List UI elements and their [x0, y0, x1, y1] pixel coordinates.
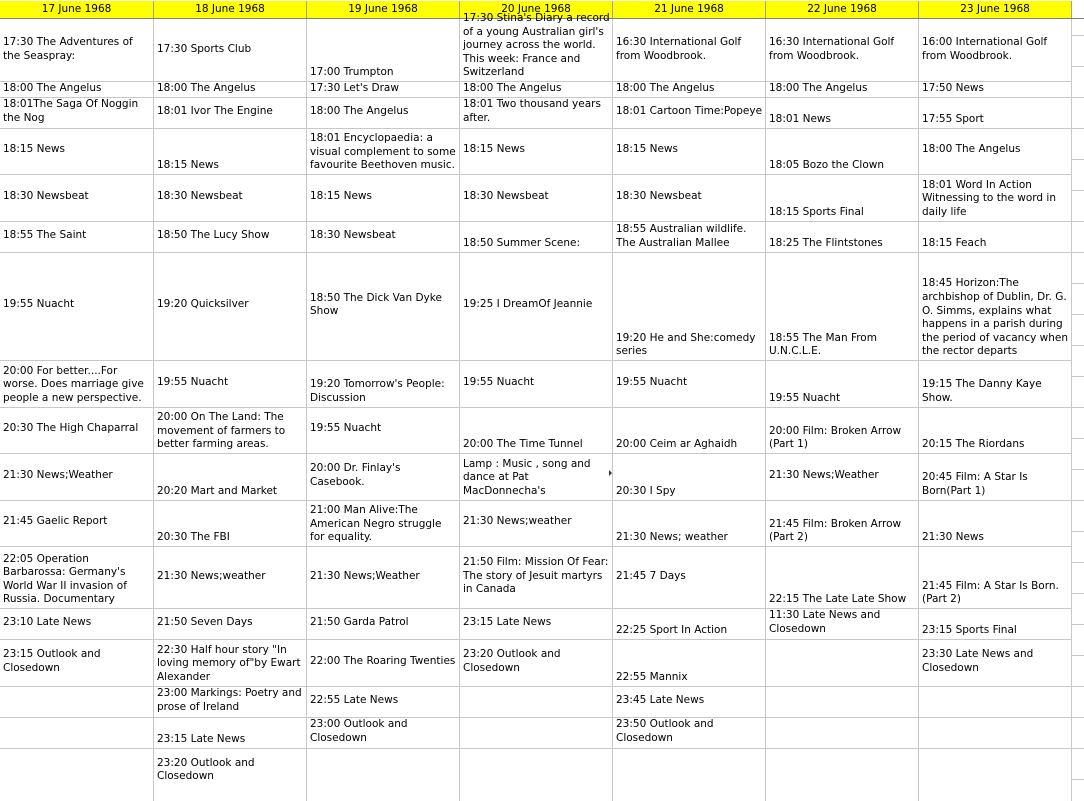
programme-text: 18:00 The Angelus [3, 81, 102, 94]
cell-overflow-marker-icon [609, 470, 612, 476]
row-gridline [1072, 531, 1084, 532]
row-gridline [1072, 748, 1084, 749]
programme-text: 20:45 Film: A Star Is Born(Part 1) [922, 471, 1028, 497]
schedule-cell-day3-10[interactable] [307, 453, 460, 500]
schedule-cell-day4-16[interactable] [460, 717, 613, 748]
schedule-cell-day4-17[interactable] [460, 748, 613, 795]
programme-text: 20:00 For better....For worse. Does marriage give people a new perspective. [3, 364, 144, 404]
row-gridline [1072, 655, 1084, 656]
schedule-cell-day1-15[interactable] [0, 686, 154, 717]
schedule-cell-day2-15[interactable] [154, 686, 307, 717]
row-gridline [1072, 97, 1084, 98]
schedule-cell-day5-14[interactable] [613, 639, 766, 686]
programme-text: 17:30 The Adventures of the Seaspray: [3, 35, 133, 62]
schedule-cell-day5-11[interactable] [613, 500, 766, 547]
schedule-cell-day4-7[interactable] [460, 252, 613, 361]
row-gridline [1072, 221, 1084, 222]
programme-text: 20:00 On The Land: The movement of farmers to better farming areas. [157, 411, 286, 451]
schedule-cell-day7-9[interactable] [919, 407, 1072, 454]
schedule-cell-day4-8[interactable] [460, 360, 613, 407]
schedule-cell-day4-10[interactable] [460, 453, 613, 500]
programme-text: 20:30 I Spy [616, 484, 676, 497]
schedule-cell-day1-10[interactable] [0, 453, 154, 500]
programme-text: 18:30 Newsbeat [616, 189, 702, 202]
programme-text: 18:00 The Angelus [310, 104, 409, 117]
row-gridline [1072, 190, 1084, 191]
schedule-cell-day5-1[interactable] [613, 19, 766, 81]
schedule-cell-day2-17[interactable] [154, 748, 307, 795]
programme-text: 18:01 Ivor The Engine [157, 104, 273, 117]
programme-text: 21:45 7 Days [616, 569, 686, 582]
schedule-cell-day7-3[interactable] [919, 97, 1072, 128]
programme-text: 17:50 News [922, 81, 984, 94]
programme-text: 21:45 Film: Broken Arrow (Part 2) [769, 517, 902, 544]
schedule-cell-day5-8[interactable] [613, 360, 766, 407]
schedule-cell-day2-10[interactable] [154, 453, 307, 500]
programme-text: 23:15 Sports Final [922, 624, 1017, 637]
schedule-cell-day7-6[interactable] [919, 221, 1072, 252]
schedule-cell-day2-12[interactable] [154, 546, 307, 608]
programme-text: 19:55 Nuacht [310, 422, 382, 435]
schedule-cell-day1-9[interactable] [0, 407, 154, 454]
programme-text: 20:15 The Riordans [922, 438, 1025, 451]
programme-text: 20:00 Ceim ar Aghaidh [616, 438, 738, 451]
schedule-cell-day5-10[interactable] [613, 453, 766, 500]
schedule-cell-day4-5[interactable] [460, 174, 613, 221]
programme-text: 21:45 Gaelic Report [3, 515, 108, 528]
schedule-cell-day3-11[interactable] [307, 500, 460, 547]
programme-text: 21:30 News;Weather [769, 468, 879, 481]
programme-text: 18:00 The Angelus [157, 81, 256, 94]
programme-text: 23:10 Late News [3, 616, 92, 629]
row-gridline [1072, 252, 1084, 253]
schedule-cell-day7-12[interactable] [919, 546, 1072, 608]
schedule-cell-day4-6[interactable] [460, 221, 613, 252]
programme-text: 23:50 Outlook and Closedown [616, 717, 714, 744]
schedule-cell-day7-2[interactable] [919, 81, 1072, 97]
schedule-cell-day1-16[interactable] [0, 717, 154, 748]
programme-text: 20:20 Mart and Market [157, 484, 278, 497]
programme-text: 20:00 Dr. Finlay's Casebook. [310, 462, 401, 488]
row-gridline [1072, 66, 1084, 67]
schedule-cell-day2-4[interactable] [154, 128, 307, 175]
programme-text: 18:50 The Lucy Show [157, 228, 270, 241]
programme-text: 20:00 Film: Broken Arrow (Part 1) [769, 424, 902, 451]
schedule-cell-day3-15[interactable] [307, 686, 460, 717]
schedule-cell-day5-9[interactable] [613, 407, 766, 454]
schedule-cell-day3-2[interactable] [307, 81, 460, 97]
programme-text: 23:15 Outlook and Closedown [3, 648, 101, 674]
row-gridline [1072, 376, 1084, 377]
programme-text: 18:01 Two thousand years after. [463, 97, 601, 124]
schedule-cell-day2-6[interactable] [154, 221, 307, 252]
programme-text: 21:30 News;Weather [3, 468, 113, 481]
schedule-cell-day7-5[interactable] [919, 174, 1072, 221]
schedule-cell-day6-11[interactable] [766, 500, 919, 547]
programme-text: 21:50 Seven Days [157, 616, 253, 629]
schedule-cell-day6-7[interactable] [766, 252, 919, 361]
schedule-cell-day2-16[interactable] [154, 717, 307, 748]
date-header-5[interactable]: 21 June 1968 [613, 1, 766, 18]
programme-text: 17:00 Trumpton [310, 66, 394, 79]
row-gridline [1072, 717, 1084, 718]
schedule-cell-day2-7[interactable] [154, 252, 307, 361]
programme-text: 23:30 Late News and Closedown [922, 648, 1034, 674]
programme-text: 21:00 Man Alive:The American Negro struggle for equality. [310, 504, 442, 544]
row-gridline [1072, 562, 1084, 563]
row-gridline [1072, 283, 1084, 284]
programme-text: 22:15 The Late Late Show [769, 593, 907, 606]
schedule-cell-day1-4[interactable] [0, 128, 154, 175]
programme-text: 16:30 International Golf from Woodbrook. [769, 35, 895, 62]
schedule-cell-day2-5[interactable] [154, 174, 307, 221]
programme-text: 19:55 Nuacht [3, 298, 75, 311]
programme-text: 21:30 News;Weather [310, 569, 420, 582]
schedule-cell-day3-5[interactable] [307, 174, 460, 221]
schedule-cell-day1-12[interactable] [0, 546, 154, 608]
date-header-2[interactable]: 18 June 1968 [154, 1, 307, 18]
programme-text: 19:55 Nuacht [769, 391, 841, 404]
schedule-cell-day1-14[interactable] [0, 639, 154, 686]
schedule-cell-day2-8[interactable] [154, 360, 307, 407]
schedule-cell-day6-5[interactable] [766, 174, 919, 221]
schedule-cell-day6-12[interactable] [766, 546, 919, 608]
schedule-cell-day3-6[interactable] [307, 221, 460, 252]
programme-text: 23:15 Late News [157, 732, 246, 745]
row-gridline [1072, 779, 1084, 780]
programme-text: 11:30 Late News and Closedown [769, 609, 881, 635]
schedule-cell-day3-3[interactable] [307, 97, 460, 128]
schedule-cell-day3-1[interactable] [307, 19, 460, 81]
programme-text: 19:20 He and She:comedy series [616, 331, 756, 358]
programme-text: 19:20 Tomorrow's People: Discussion [310, 378, 445, 404]
programme-text: 19:55 Nuacht [616, 375, 688, 388]
schedule-cell-day2-11[interactable] [154, 500, 307, 547]
programme-text: 18:50 Summer Scene: [463, 236, 581, 249]
schedule-cell-day4-4[interactable] [460, 128, 613, 175]
programme-text: 18:01 News [769, 112, 831, 125]
schedule-cell-day7-11[interactable] [919, 500, 1072, 547]
programme-text: 20:30 The High Chaparral [3, 422, 139, 435]
schedule-cell-day5-6[interactable] [613, 221, 766, 252]
schedule-cell-day4-9[interactable] [460, 407, 613, 454]
programme-text: 21:30 News;weather [157, 569, 266, 582]
schedule-cell-day5-13[interactable] [613, 608, 766, 639]
schedule-cell-day2-13[interactable] [154, 608, 307, 639]
programme-text: 22:05 Operation Barbarossa: Germany's World War II invasion of Russia. Documentary [3, 552, 127, 606]
programme-text: 23:20 Outlook and Closedown [463, 648, 561, 674]
programme-text: 22:55 Late News [310, 693, 399, 706]
programme-text: 23:00 Outlook and Closedown [310, 717, 408, 744]
schedule-cell-day6-2[interactable] [766, 81, 919, 97]
schedule-cell-day1-8[interactable] [0, 360, 154, 407]
programme-text: 18:55 Australian wildlife. The Australian Mallee [616, 223, 747, 249]
schedule-cell-day2-9[interactable] [154, 407, 307, 454]
schedule-cell-day4-2[interactable] [460, 81, 613, 97]
programme-text: 21:45 Film: A Star Is Born. (Part 2) [922, 579, 1059, 606]
programme-text: 18:01The Saga Of Noggin the Nog [3, 97, 139, 124]
row-gridline [1072, 500, 1084, 501]
schedule-cell-day2-14[interactable] [154, 639, 307, 686]
programme-text: 19:20 Quicksilver [157, 298, 249, 311]
schedule-cell-day1-13[interactable] [0, 608, 154, 639]
programme-text: Lamp : Music , song and dance at Pat MacDonnecha's [463, 457, 591, 497]
programme-text: 21:30 News;weather [463, 515, 572, 528]
schedule-cell-day2-3[interactable] [154, 97, 307, 128]
schedule-cell-day7-13[interactable] [919, 608, 1072, 639]
programme-text: 18:25 The Flintstones [769, 236, 883, 249]
programme-text: 22:25 Sport In Action [616, 624, 728, 637]
schedule-cell-day6-9[interactable] [766, 407, 919, 454]
row-gridline [1072, 686, 1084, 687]
programme-text: 19:15 The Danny Kaye Show. [922, 378, 1042, 404]
date-header-7[interactable]: 23 June 1968 [919, 1, 1072, 18]
programme-text: 18:00 The Angelus [616, 81, 715, 94]
schedule-cell-day6-6[interactable] [766, 221, 919, 252]
row-gridline [1072, 407, 1084, 408]
schedule-cell-day6-4[interactable] [766, 128, 919, 175]
schedule-cell-day4-15[interactable] [460, 686, 613, 717]
schedule-cell-day6-8[interactable] [766, 360, 919, 407]
schedule-cell-day5-7[interactable] [613, 252, 766, 361]
row-gridline [1072, 314, 1084, 315]
programme-text: 18:01 Encyclopaedia: a visual complement to some favourite Beethoven music. [310, 132, 456, 172]
date-header-1[interactable]: 17 June 1968 [0, 1, 154, 18]
schedule-cell-day1-11[interactable] [0, 500, 154, 547]
programme-text: 21:30 News [922, 531, 984, 544]
programme-text: 18:15 News [463, 143, 525, 156]
schedule-cell-day1-1[interactable] [0, 19, 154, 81]
schedule-cell-day5-3[interactable] [613, 97, 766, 128]
programme-text: 19:25 I DreamOf Jeannie [463, 298, 593, 311]
programme-text: 21:30 News; weather [616, 531, 728, 544]
schedule-cell-day7-8[interactable] [919, 360, 1072, 407]
programme-text: 18:50 The Dick Van Dyke Show [310, 291, 442, 318]
programme-text: 17:30 Let's Draw [310, 81, 399, 94]
schedule-cell-day1-7[interactable] [0, 252, 154, 361]
row-gridline [1072, 469, 1084, 470]
schedule-cell-day7-14[interactable] [919, 639, 1072, 686]
programme-text: 18:30 Newsbeat [157, 189, 243, 202]
schedule-cell-day3-17[interactable] [307, 748, 460, 795]
programme-text: 23:45 Late News [616, 693, 705, 706]
schedule-cell-day1-2[interactable] [0, 81, 154, 97]
programme-text: 18:45 Horizon:The archbishop of Dublin, Dr. G. O. Simms, explains what happens in a parish during the period of vacancy when the rector departs [922, 277, 1069, 358]
schedule-cell-day5-17[interactable] [613, 748, 766, 795]
schedule-cell-day7-7[interactable] [919, 252, 1072, 361]
schedule-cell-day7-4[interactable] [919, 128, 1072, 175]
schedule-cell-day7-1[interactable] [919, 19, 1072, 81]
programme-text: 23:20 Outlook and Closedown [157, 756, 255, 783]
row-gridline [1072, 128, 1084, 129]
schedule-cell-day7-16[interactable] [919, 717, 1072, 748]
row-gridline [1072, 593, 1084, 594]
programme-text: 23:00 Markings: Poetry and prose of Ireland [157, 686, 302, 713]
schedule-cell-day5-5[interactable] [613, 174, 766, 221]
programme-text: 18:15 News [310, 189, 372, 202]
schedule-cell-day5-15[interactable] [613, 686, 766, 717]
programme-text: 18:30 Newsbeat [3, 189, 89, 202]
schedule-cell-day3-8[interactable] [307, 360, 460, 407]
schedule-cell-day1-3[interactable] [0, 97, 154, 128]
schedule-cell-day6-17[interactable] [766, 748, 919, 795]
date-header-4[interactable]: 20 June 1968 [460, 1, 613, 18]
programme-text: 22:30 Half hour story "In loving memory of"by Ewart Alexander [157, 643, 301, 683]
schedule-cell-day5-2[interactable] [613, 81, 766, 97]
schedule-cell-day5-12[interactable] [613, 546, 766, 608]
programme-text: 22:55 Mannix [616, 670, 688, 683]
programme-text: 20:00 The Time Tunnel [463, 438, 583, 451]
row-gridline [1072, 35, 1084, 36]
schedule-cell-day4-14[interactable] [460, 639, 613, 686]
schedule-cell-day3-13[interactable] [307, 608, 460, 639]
schedule-cell-day4-12[interactable] [460, 546, 613, 608]
schedule-cell-day6-1[interactable] [766, 19, 919, 81]
programme-text: 17:30 Sports Club [157, 42, 252, 55]
schedule-cell-day1-5[interactable] [0, 174, 154, 221]
programme-text: 18:30 Newsbeat [463, 189, 549, 202]
schedule-cell-day3-14[interactable] [307, 639, 460, 686]
row-gridline [1072, 345, 1084, 346]
programme-text: 16:00 International Golf from Woodbrook. [922, 35, 1048, 62]
date-header-6[interactable]: 22 June 1968 [766, 1, 919, 18]
schedule-cell-day3-9[interactable] [307, 407, 460, 454]
programme-text: 17:30 Stina's Diary a record of a young Australian girl's journey across the world. This week: France and Switzerland [463, 12, 610, 79]
programme-text: 18:00 The Angelus [769, 81, 868, 94]
schedule-cell-day5-4[interactable] [613, 128, 766, 175]
schedule-cell-day6-3[interactable] [766, 97, 919, 128]
schedule-cell-day4-11[interactable] [460, 500, 613, 547]
programme-text: 23:15 Late News [463, 616, 552, 629]
programme-text: 16:30 International Golf from Woodbrook. [616, 35, 742, 62]
schedule-cell-day4-1[interactable] [460, 12, 613, 81]
schedule-cell-day6-16[interactable] [766, 717, 919, 748]
schedule-cell-day3-16[interactable] [307, 717, 460, 748]
programme-text: 21:50 Film: Mission Of Fear: The story of Jesuit martyrs in Canada [463, 556, 609, 596]
programme-text: 18:55 The Saint [3, 228, 87, 241]
row-gridline [1072, 438, 1084, 439]
schedule-cell-day6-14[interactable] [766, 639, 919, 686]
programme-text: 18:05 Bozo the Clown [769, 159, 884, 172]
programme-text: 18:00 The Angelus [463, 81, 562, 94]
programme-text: 18:01 Cartoon Time:Popeye [616, 104, 763, 117]
schedule-cell-day6-15[interactable] [766, 686, 919, 717]
schedule-cell-day6-13[interactable] [766, 608, 919, 639]
schedule-cell-day5-16[interactable] [613, 717, 766, 748]
programme-text: 18:15 Sports Final [769, 205, 864, 218]
schedule-cell-day3-4[interactable] [307, 128, 460, 175]
schedule-cell-day3-12[interactable] [307, 546, 460, 608]
schedule-cell-day1-6[interactable] [0, 221, 154, 252]
programme-text: 18:15 News [616, 143, 678, 156]
programme-text: 18:30 Newsbeat [310, 228, 396, 241]
row-gridline [1072, 624, 1084, 625]
programme-text: 18:00 The Angelus [922, 143, 1021, 156]
programme-text: 19:55 Nuacht [463, 375, 535, 388]
schedule-cell-day2-1[interactable] [154, 19, 307, 81]
programme-text: 20:30 The FBI [157, 531, 230, 544]
date-header-3[interactable]: 19 June 1968 [307, 1, 460, 18]
schedule-cell-day4-3[interactable] [460, 97, 613, 128]
programme-text: 18:15 Feach [922, 236, 987, 249]
programme-text: 19:55 Nuacht [157, 375, 229, 388]
schedule-cell-day1-17[interactable] [0, 748, 154, 795]
programme-text: 17:55 Sport [922, 112, 984, 125]
schedule-cell-day7-17[interactable] [919, 748, 1072, 795]
schedule-cell-day3-7[interactable] [307, 252, 460, 361]
schedule-cell-day6-10[interactable] [766, 453, 919, 500]
schedule-cell-day4-13[interactable] [460, 608, 613, 639]
programme-text: 18:15 News [157, 159, 219, 172]
schedule-cell-day7-10[interactable] [919, 453, 1072, 500]
programme-text: 18:55 The Man From U.N.C.L.E. [769, 331, 877, 358]
programme-text: 18:15 News [3, 143, 65, 156]
row-gridline [1072, 159, 1084, 160]
schedule-cell-day2-2[interactable] [154, 81, 307, 97]
programme-text: 18:01 Word In Action Witnessing to the word in daily life [922, 178, 1056, 218]
schedule-cell-day7-15[interactable] [919, 686, 1072, 717]
programme-text: 21:50 Garda Patrol [310, 616, 409, 629]
programme-text: 22:00 The Roaring Twenties [310, 654, 456, 667]
